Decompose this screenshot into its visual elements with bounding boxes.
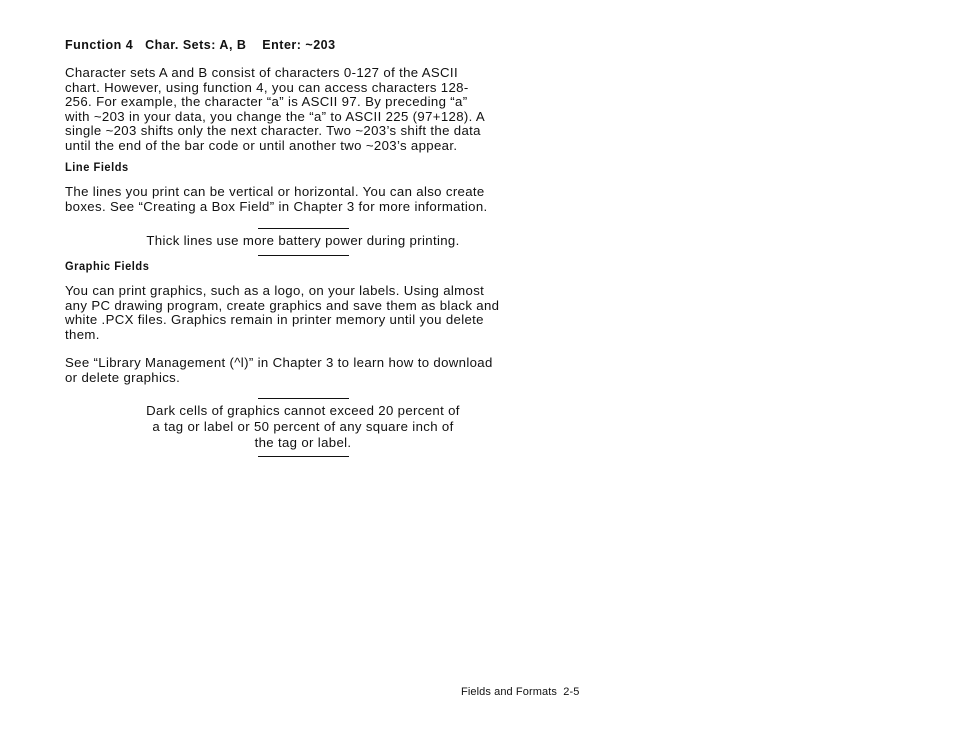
line-fields-heading: Line Fields: [65, 160, 129, 174]
graphic-fields-note: Dark cells of graphics cannot exceed 20 percent of a tag or label or 50 percent of any square inch of the tag or label.: [146, 403, 460, 450]
library-management-paragraph: See “Library Management (^l)” in Chapter 3 to learn how to download or delete graphics.: [65, 355, 493, 385]
function-heading: Function 4 Char. Sets: A, B Enter: ~203: [65, 38, 336, 52]
line-fields-paragraph: The lines you print can be vertical or horizontal. You can also create boxes. See “Creating a Box Field” in Chapter 3 for more information.: [65, 184, 488, 214]
line-fields-note: Thick lines use more battery power during printing.: [146, 233, 460, 248]
note-top-rule: [258, 398, 349, 399]
note-bottom-rule: [258, 456, 349, 457]
graphic-fields-heading: Graphic Fields: [65, 259, 150, 273]
note-bottom-rule: [258, 255, 349, 256]
note-top-rule: [258, 228, 349, 229]
char-sets-paragraph: Character sets A and B consist of characters 0-127 of the ASCII chart. However, using function 4, you can access characters 128- 256. For example, the character “a” is ASCII 97. By preceding “a” with ~203 in your data, you change the “a” to ASCII 225 (97+128). A single ~203 shifts only the next character. Two ~203’s shift the data until the end of the bar code or until another two ~203’s appear.: [65, 65, 486, 153]
graphic-fields-paragraph: You can print graphics, such as a logo, on your labels. Using almost any PC drawing program, create graphics and save them as black and white .PCX files. Graphics remain in printer memory until you delete them.: [65, 283, 500, 342]
page-footer: Fields and Formats 2-5: [461, 686, 580, 698]
